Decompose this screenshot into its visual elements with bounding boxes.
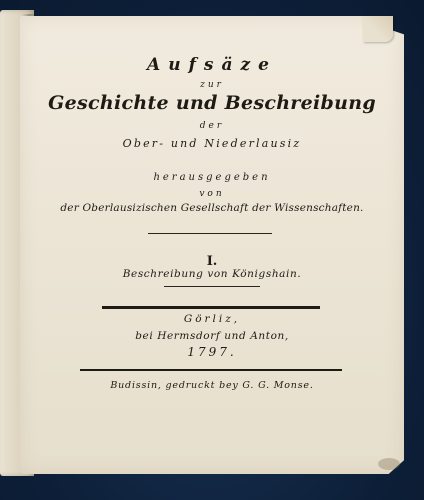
volume-number: I. bbox=[206, 254, 218, 269]
thick-rule bbox=[102, 306, 320, 309]
volume-title: Beschreibung von Königshain. bbox=[122, 268, 302, 280]
title-top: Aufsäze bbox=[147, 55, 277, 75]
publisher: bei Hermsdorf und Anton, bbox=[135, 330, 289, 342]
bottom-rule bbox=[80, 369, 342, 371]
place-of-publication: Görliz, bbox=[183, 313, 241, 325]
main-title: Geschichte und Beschreibung bbox=[48, 92, 376, 114]
divider-rule-2 bbox=[164, 286, 260, 287]
publication-year: 1797. bbox=[187, 345, 237, 359]
society-name: der Oberlausizischen Gesellschaft der Wissenschaften. bbox=[60, 202, 364, 214]
paper-stain bbox=[378, 458, 400, 470]
word-zur: zur bbox=[200, 80, 224, 90]
word-herausgegeben: herausgegeben bbox=[153, 172, 271, 183]
divider-rule-1 bbox=[148, 233, 272, 234]
dog-eared-corner bbox=[363, 16, 393, 42]
word-der: der bbox=[199, 121, 225, 131]
word-von: von bbox=[199, 189, 225, 199]
subtitle: Ober- und Niederlausiz bbox=[122, 137, 302, 150]
printer-line: Budissin, gedruckt bey G. G. Monse. bbox=[110, 380, 314, 391]
